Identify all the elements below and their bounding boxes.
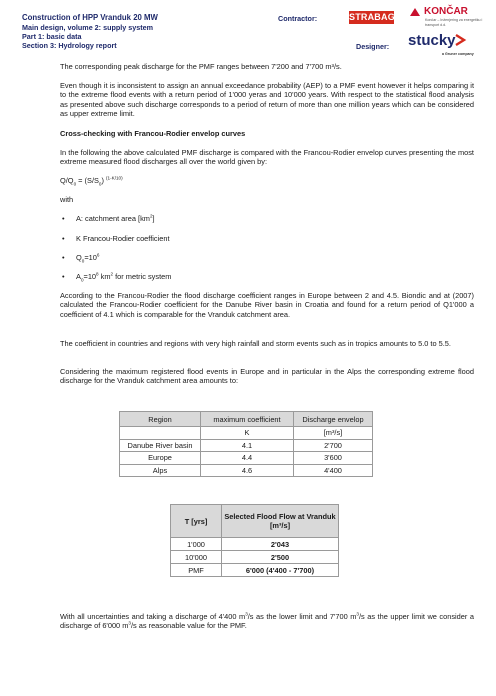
table-row — [171, 564, 339, 577]
table-cell: 6'000 (4'400 - 7'700) — [222, 564, 339, 577]
table-cell: [m³/s] — [294, 427, 373, 440]
volume-line: Main design, volume 2: supply system — [22, 23, 154, 32]
koncar-logo: KONČAR — [424, 6, 468, 17]
stucky-subtitle: a Gruner company — [442, 52, 474, 56]
koncar-subtitle: Končar – Inženjering za energetiku i transport d.d. — [425, 18, 483, 27]
table-cell: Danube River basin — [120, 439, 201, 452]
table-row — [120, 464, 373, 477]
project-title: Construction of HPP Vranduk 20 MW — [22, 13, 158, 22]
table-cell: PMF — [171, 564, 222, 577]
table-cell: 3'600 — [294, 452, 373, 465]
table-cell: 10'000 — [171, 551, 222, 564]
part-line: Part 1: basic data — [22, 32, 82, 41]
paragraph-aep: Even though it is inconsistent to assign an annual exceedance probability (AEP) to a PMF event however it helps comparing it to the extreme flood events with a return period of 1'000 yeras and 10'000 years. With respect to the statistical flood analysis as presented above such discharge corresponds to a period of return of more than one million years which can be considered as upper extreme limit. — [60, 81, 474, 119]
table-header-row — [120, 412, 373, 427]
selected-flood-table — [170, 504, 339, 577]
section-heading: Cross-checking with Francou-Rodier envelop curves — [60, 129, 246, 138]
paragraph-conclusion: With all uncertainties and taking a discharge of 4'400 $m^3/s$ as the lower limit and 7'700 $m^3/s$ as the upper limit we consider a discharge of 6'000 $m^3/s$ as reasonable value for the PMF. — [60, 611, 474, 631]
column-header: Selected Flood Flow at Vranduk [m³/s] — [222, 505, 339, 538]
table-cell: 4.4 — [201, 452, 294, 465]
table-cell: K — [201, 427, 294, 440]
formula: $Q/Q_0 = (S/S_0)$ $^{(1-K/10)}$ — [60, 175, 123, 187]
bullet-coefficient: • K Francou-Rodier coefficient — [62, 234, 170, 243]
column-header: T [yrs] — [171, 505, 222, 538]
strabag-logo: STRABAG — [349, 12, 395, 22]
francou-rodier-table — [119, 411, 373, 477]
table-units-row — [120, 427, 373, 440]
koncar-logo-icon — [410, 8, 420, 16]
with-label: with — [60, 195, 74, 204]
table-cell: 1'000 — [171, 538, 222, 551]
table-cell: 4'400 — [294, 464, 373, 477]
table-row — [171, 551, 339, 564]
table-cell — [120, 427, 201, 440]
section-line: Section 3: Hydrology report — [22, 41, 117, 50]
table-cell: 2'043 — [222, 538, 339, 551]
table-cell: 4.1 — [201, 439, 294, 452]
bullet-catchment: • A: catchment area $[km^2]$ — [62, 213, 155, 223]
paragraph-alps: Considering the maximum registered flood events in Europe and in particular in the Alps the corresponding extreme flood discharge for the Vranduk catchment area amounts to: — [60, 367, 474, 386]
stucky-arrow-icon — [453, 33, 467, 47]
paragraph-tropics: The coefficient in countries and regions with very high rainfall and storm events such as in tropics amounts to 5.0 to 5.5. — [60, 339, 451, 348]
table-cell: Alps — [120, 464, 201, 477]
table-cell: 2'700 — [294, 439, 373, 452]
paragraph-europe-coefficient: According to the Francou-Rodier the flood discharge coefficient ranges in Europe between 2 and 4.5. Biondic and at (2007) calculated the Francou-Rodier coefficient for the Danube River basin in Croatia and found for a return period of Q1'000 a coefficient of 4.1 which is comparable for the Vranduk catchment area. — [60, 291, 474, 319]
paragraph-francou-rodier: In the following the above calculated PMF discharge is compared with the Francou-Rodier envelop curves presenting the most extreme measured flood discharges all over the world given by: — [60, 148, 474, 167]
page-header — [0, 0, 496, 60]
designer-label: Designer: — [356, 42, 390, 51]
stucky-logo: stucky — [408, 32, 456, 49]
table-cell: Europe — [120, 452, 201, 465]
bullet-a0: • $A_0=10^8$ $km^2$ for metric system — [62, 271, 172, 283]
table-row — [120, 452, 373, 465]
contractor-label: Contractor: — [278, 14, 318, 23]
column-header: Region — [120, 412, 201, 427]
table-cell: 4.6 — [201, 464, 294, 477]
column-header: Discharge envelop — [294, 412, 373, 427]
bullet-q0: • $Q_0=10^6$ — [62, 252, 100, 264]
paragraph-peak-discharge: The corresponding peak discharge for the PMF ranges between 7'200 and 7'700 m³/s. — [60, 62, 342, 71]
table-cell: 2'500 — [222, 551, 339, 564]
table-row — [171, 538, 339, 551]
column-header: maximum coefficient — [201, 412, 294, 427]
table-row — [120, 439, 373, 452]
table-header-row — [171, 505, 339, 538]
